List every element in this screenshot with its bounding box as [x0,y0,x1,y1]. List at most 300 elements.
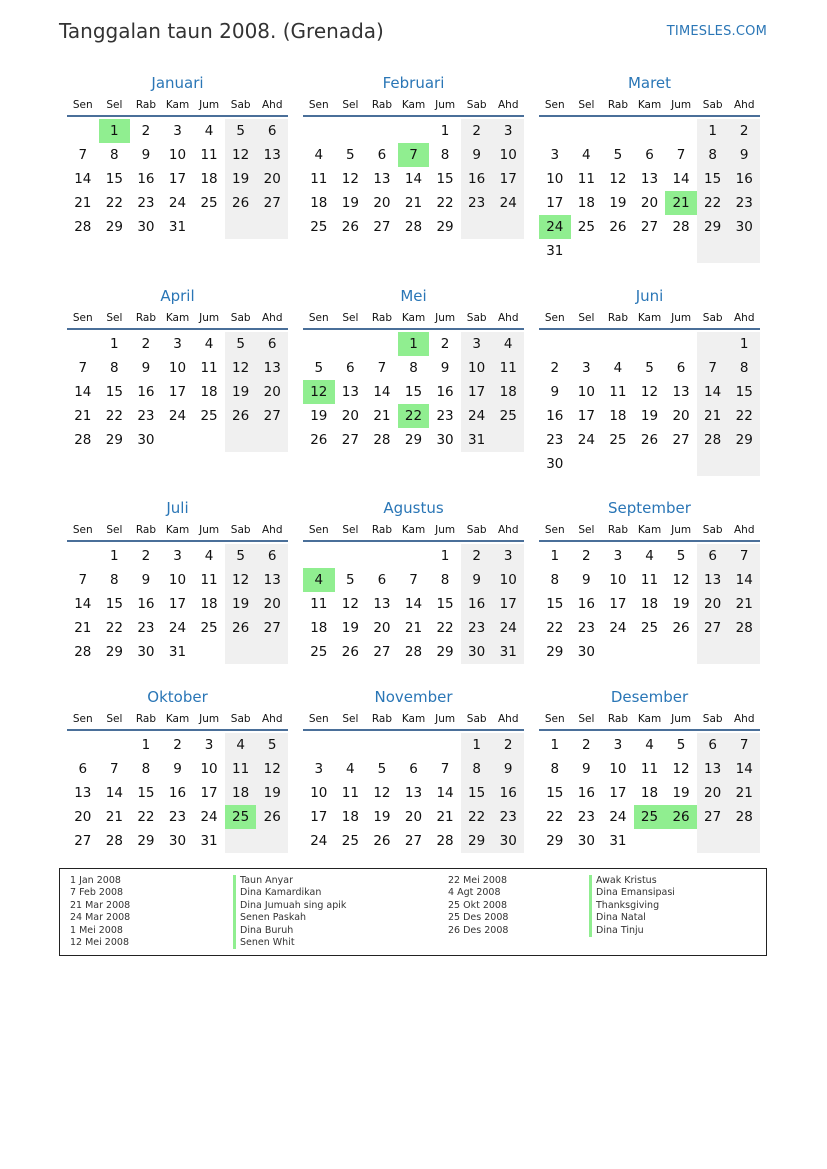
day-cell: 12 [303,380,335,404]
day-cell: 21 [697,404,729,428]
day-cell: 4 [204,336,214,352]
day-cell: 8 [697,143,729,167]
weekday-label: Jum [435,713,456,725]
day-cell: 13 [373,171,391,187]
day-cell: 6 [256,119,288,143]
month-juli [67,496,288,664]
day-cell: 18 [200,384,218,400]
holiday-legend [59,868,767,956]
day-cell: 29 [728,428,760,452]
empty-cell [634,239,666,263]
day-cell: 9 [582,572,591,588]
month-name: Februari [382,74,445,92]
weekday-header [303,520,524,542]
day-cell: 29 [461,829,493,853]
day-cell: 17 [310,809,328,825]
day-cell: 9 [461,568,493,592]
day-cell: 16 [492,781,524,805]
legend-dates-col-2 [448,875,508,937]
empty-cell [67,544,99,568]
day-cell: 1 [461,733,493,757]
month-name: Agustus [383,499,444,517]
day-cell: 25 [492,404,524,428]
day-cell: 7 [697,356,729,380]
weekday-header [539,520,760,542]
day-cell: 6 [409,761,418,777]
month-juni [539,284,760,476]
weekday-label: Rab [607,99,629,111]
empty-cell [162,428,194,452]
day-cell: 25 [200,195,218,211]
month-september [539,496,760,664]
day-cell: 14 [74,596,92,612]
weekday-label: Jum [435,312,456,324]
day-cell: 9 [173,761,182,777]
day-cell: 28 [404,644,423,660]
day-grid [67,544,288,664]
day-cell: 27 [256,616,288,640]
day-cell: 1 [141,737,151,753]
empty-cell [67,733,99,757]
day-cell: 5 [377,761,387,777]
day-cell: 22 [697,191,729,215]
day-cell: 2 [728,119,760,143]
day-cell: 15 [728,380,760,404]
weekday-label: Sen [308,99,329,111]
day-cell: 16 [137,384,155,400]
empty-cell [256,829,288,853]
weekday-header [303,709,524,731]
day-cell: 3 [582,360,591,376]
day-cell: 15 [404,384,423,400]
day-cell: 1 [550,737,560,753]
day-cell: 17 [546,195,564,211]
empty-cell [256,215,288,239]
day-cell: 10 [168,360,187,376]
day-cell: 30 [546,456,564,472]
empty-cell [67,332,99,356]
empty-cell [571,119,603,143]
day-cell: 30 [137,644,155,660]
day-cell: 10 [168,572,187,588]
day-cell: 11 [310,596,328,612]
day-grid [303,332,524,452]
empty-cell [225,428,257,452]
day-cell: 26 [640,432,659,448]
day-cell: 9 [728,143,760,167]
day-cell: 9 [141,572,151,588]
day-cell: 4 [314,147,324,163]
day-cell: 10 [492,143,524,167]
day-cell: 31 [168,219,187,235]
day-cell: 11 [200,360,218,376]
day-cell: 29 [546,833,564,849]
day-grid [539,544,760,664]
day-cell: 18 [492,380,524,404]
day-cell: 21 [74,195,92,211]
day-cell: 7 [676,147,686,163]
weekday-label: Kam [165,524,190,536]
legend-entry: 25 Des 2008 [448,912,509,924]
day-cell: 29 [105,644,123,660]
legend-entry: Awak Kristus [589,875,675,887]
day-cell: 26 [609,219,627,235]
day-cell: 26 [225,191,257,215]
empty-cell [665,829,697,853]
day-cell: 9 [582,761,591,777]
day-cell: 21 [728,781,760,805]
day-cell: 24 [609,809,627,825]
day-cell: 13 [404,785,423,801]
weekday-label: Sab [466,312,487,324]
weekday-label: Jum [199,99,220,111]
day-cell: 23 [137,195,155,211]
day-cell: 9 [440,360,450,376]
day-cell: 18 [640,785,659,801]
day-cell: 14 [728,757,760,781]
empty-cell [665,119,697,143]
day-cell: 2 [141,548,151,564]
weekday-label: Sab [230,312,251,324]
day-cell: 5 [676,737,686,753]
day-cell: 7 [78,147,88,163]
legend-entry: 12 Mei 2008 [70,937,129,949]
day-cell: 26 [341,644,359,660]
day-cell: 2 [141,336,151,352]
weekday-label: Ahd [262,312,283,324]
day-grid [67,119,288,239]
legend-entry: 1 Mei 2008 [70,924,123,936]
day-cell: 4 [613,360,623,376]
day-cell: 25 [310,644,328,660]
day-cell: 7 [728,733,760,757]
day-cell: 7 [110,761,119,777]
day-cell: 22 [546,809,564,825]
day-cell: 10 [310,785,328,801]
day-cell: 27 [404,833,423,849]
day-cell: 13 [373,596,391,612]
empty-cell [571,452,603,476]
day-cell: 22 [398,404,430,428]
day-cell: 16 [577,596,595,612]
day-cell: 8 [110,360,119,376]
day-cell: 21 [74,408,92,424]
day-cell: 19 [672,596,690,612]
weekday-label: Sen [544,312,565,324]
empty-cell [634,829,666,853]
day-cell: 29 [436,644,454,660]
weekday-label: Rab [607,312,629,324]
day-cell: 1 [110,548,119,564]
day-cell: 12 [225,568,257,592]
day-cell: 25 [634,805,666,829]
day-cell: 17 [168,384,187,400]
weekday-label: Rab [135,524,157,536]
weekday-label: Ahd [734,713,755,725]
legend-entry: 26 Des 2008 [448,924,509,936]
day-cell: 3 [492,119,524,143]
empty-cell [225,215,257,239]
legend-entry: Dina Jumuah sing apik [233,900,346,912]
day-cell: 9 [550,384,560,400]
day-cell: 17 [492,592,524,616]
day-cell: 25 [577,219,595,235]
day-cell: 6 [697,544,729,568]
day-cell: 22 [105,408,123,424]
legend-entry: 22 Mei 2008 [448,875,507,886]
empty-cell [728,239,760,263]
day-cell: 27 [640,219,659,235]
legend-entry: Thanksgiving [589,900,675,912]
day-cell: 28 [404,219,423,235]
day-cell: 25 [609,432,627,448]
day-cell: 18 [609,408,627,424]
day-cell: 9 [141,147,151,163]
month-maret [539,71,760,263]
day-cell: 5 [676,548,686,564]
empty-cell [99,733,131,757]
day-cell: 10 [546,171,564,187]
weekday-label: Sel [578,713,595,725]
day-cell: 10 [492,568,524,592]
day-cell: 16 [168,785,187,801]
day-cell: 19 [310,408,328,424]
weekday-label: Sel [578,99,595,111]
empty-cell [571,332,603,356]
day-cell: 19 [373,809,391,825]
day-cell: 18 [200,171,218,187]
empty-cell [461,215,493,239]
weekday-label: Ahd [734,524,755,536]
empty-cell [697,332,729,356]
day-cell: 19 [640,408,659,424]
empty-cell [67,119,99,143]
day-cell: 17 [200,785,218,801]
day-cell: 4 [204,123,214,139]
day-cell: 3 [492,544,524,568]
day-cell: 24 [577,432,595,448]
day-cell: 21 [728,592,760,616]
day-grid [303,119,524,239]
day-cell: 29 [404,432,423,448]
day-cell: 28 [74,219,92,235]
day-cell: 10 [609,761,627,777]
day-cell: 2 [440,336,450,352]
legend-entry: Dina Tinju [589,925,675,937]
day-cell: 8 [110,572,119,588]
day-cell: 22 [436,195,454,211]
day-cell: 27 [697,616,729,640]
legend-dates-col-1 [70,875,130,949]
weekday-label: Kam [637,524,662,536]
weekday-header [67,308,288,330]
empty-cell [571,239,603,263]
month-name: Desember [610,688,689,706]
weekday-label: Kam [401,524,426,536]
empty-cell [602,239,634,263]
day-cell: 18 [640,596,659,612]
weekday-label: Jum [671,713,692,725]
day-cell: 19 [609,195,627,211]
weekday-label: Kam [637,713,662,725]
day-cell: 2 [492,733,524,757]
day-cell: 17 [577,408,595,424]
day-cell: 16 [728,167,760,191]
month-januari [67,71,288,239]
day-cell: 31 [609,833,627,849]
day-cell: 23 [168,809,187,825]
day-cell: 15 [546,785,564,801]
day-cell: 2 [461,119,493,143]
day-cell: 14 [728,568,760,592]
day-cell: 31 [200,833,218,849]
day-cell: 14 [74,384,92,400]
day-cell: 26 [256,805,288,829]
day-cell: 15 [105,171,123,187]
day-cell: 14 [672,171,690,187]
day-cell: 5 [225,332,257,356]
empty-cell [335,733,367,757]
day-cell: 28 [74,432,92,448]
empty-cell [697,829,729,853]
day-cell: 12 [640,384,659,400]
empty-cell [225,829,257,853]
day-cell: 26 [373,833,391,849]
day-cell: 20 [256,592,288,616]
day-cell: 22 [105,195,123,211]
day-cell: 27 [256,404,288,428]
day-cell: 31 [546,243,564,259]
day-cell: 11 [577,171,595,187]
weekday-label: Kam [165,99,190,111]
day-cell: 29 [105,219,123,235]
empty-cell [665,640,697,664]
empty-cell [697,640,729,664]
weekday-label: Sab [702,312,723,324]
weekday-label: Kam [401,713,426,725]
month-name: Oktober [147,688,208,706]
day-cell: 1 [728,332,760,356]
day-cell: 4 [225,733,257,757]
day-grid [539,733,760,853]
day-cell: 9 [492,757,524,781]
weekday-label: Sel [106,524,123,536]
day-cell: 13 [640,171,659,187]
day-cell: 18 [310,195,328,211]
weekday-label: Sel [578,312,595,324]
day-cell: 2 [461,544,493,568]
empty-cell [634,119,666,143]
day-cell: 22 [137,809,155,825]
weekday-label: Kam [165,312,190,324]
day-cell: 27 [74,833,92,849]
empty-cell [665,452,697,476]
day-cell: 8 [550,761,560,777]
day-cell: 13 [256,356,288,380]
weekday-label: Sab [702,713,723,725]
day-cell: 5 [225,544,257,568]
empty-cell [256,428,288,452]
day-cell: 11 [640,572,659,588]
day-cell: 24 [492,191,524,215]
day-cell: 17 [168,596,187,612]
empty-cell [193,215,225,239]
day-cell: 27 [341,432,359,448]
weekday-label: Kam [401,99,426,111]
day-cell: 25 [341,833,359,849]
day-cell: 5 [256,733,288,757]
day-cell: 1 [550,548,560,564]
empty-cell [665,332,697,356]
day-cell: 8 [409,360,418,376]
day-cell: 26 [310,432,328,448]
day-cell: 18 [341,809,359,825]
day-cell: 4 [582,147,591,163]
weekday-label: Sel [342,524,359,536]
empty-cell [697,452,729,476]
day-cell: 19 [225,592,257,616]
weekday-label: Sab [466,713,487,725]
day-cell: 20 [256,380,288,404]
day-cell: 7 [728,544,760,568]
legend-names-col-2 [589,875,675,937]
day-cell: 15 [436,596,454,612]
brand-link[interactable]: TIMESLES.COM [666,24,767,39]
day-cell: 12 [225,356,257,380]
day-cell: 11 [609,384,627,400]
empty-cell [492,215,524,239]
day-cell: 19 [225,380,257,404]
weekday-label: Rab [371,99,393,111]
weekday-label: Ahd [498,524,519,536]
day-cell: 11 [225,757,257,781]
day-cell: 6 [256,332,288,356]
day-cell: 15 [137,785,155,801]
day-cell: 19 [256,781,288,805]
day-cell: 23 [577,620,595,636]
day-cell: 11 [492,356,524,380]
empty-cell [193,428,225,452]
day-cell: 20 [74,809,92,825]
month-name: April [160,287,195,305]
day-cell: 10 [609,572,627,588]
day-cell: 20 [697,781,729,805]
day-cell: 6 [78,761,88,777]
day-cell: 2 [582,737,591,753]
day-grid [539,119,760,263]
empty-cell [366,119,398,143]
day-cell: 12 [373,785,391,801]
day-cell: 23 [492,805,524,829]
empty-cell [634,332,666,356]
day-cell: 8 [440,147,450,163]
day-cell: 16 [137,596,155,612]
weekday-label: Sen [308,713,329,725]
day-cell: 30 [492,829,524,853]
day-cell: 25 [225,805,257,829]
weekday-header [303,95,524,117]
day-cell: 27 [373,644,391,660]
day-cell: 12 [225,143,257,167]
day-cell: 24 [609,620,627,636]
month-name: Mei [400,287,427,305]
day-cell: 7 [78,360,88,376]
weekday-label: Ahd [498,312,519,324]
legend-names-col-1 [233,875,346,949]
day-cell: 18 [577,195,595,211]
empty-cell [398,119,430,143]
empty-cell [335,332,367,356]
